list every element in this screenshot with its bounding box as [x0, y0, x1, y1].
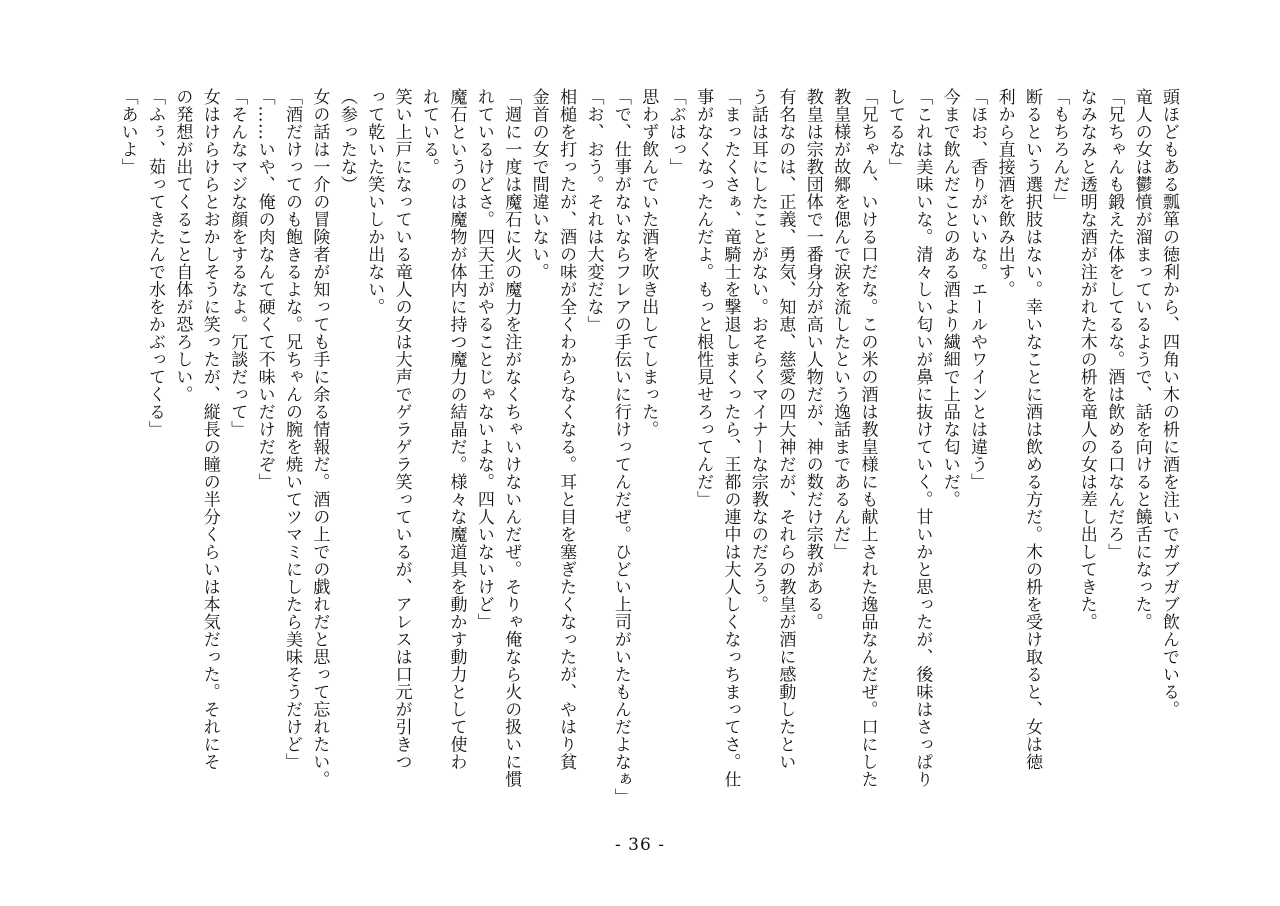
text-line: 「週に一度は魔石に火の魔力を注がなくちゃいけないんだぜ。そりゃ俺なら火の扱いに慣 — [501, 88, 522, 788]
vertical-text-body — [102, 88, 1182, 833]
text-line: 「で、仕事がないならフレアの手伝いに行けってんだぜ。ひどい上司がいたもんだよなぁ」 — [610, 88, 631, 806]
text-line: 魔石というのは魔物が体内に持つ魔力の結晶だ。様々な魔道具を動かす動力として使わ — [446, 88, 467, 771]
text-line: 「ほお、香りがいいな。エールやワインとは違う」 — [967, 88, 988, 491]
text-line: 有名なのは、正義、勇気、知恵、慈愛の四大神だが、それらの教皇が酒に感動したとい — [775, 88, 796, 771]
text-line: 「まったくさぁ、竜騎士を撃退しまくったら、王都の連中は大人しくなっちまってさ。仕 — [720, 88, 741, 788]
text-line: 「お、おう。それは大変だな」 — [583, 88, 604, 333]
text-line: れている。 — [419, 88, 440, 176]
text-line: 「ふぅ、茹ってきたんで水をかぶってくる」 — [144, 88, 165, 438]
text-line: 女の話は一介の冒険者が知っても手に余る情報だ。酒の上での戯れだと思って忘れたい。 — [309, 88, 330, 788]
text-line: 頭ほどもある瓢箪の徳利から、四角い木の枡に酒を注いでガブガブ飲んでいる。 — [1159, 88, 1179, 718]
text-line: 女はけらけらとおかしそうに笑ったが、縦長の瞳の半分くらいは本気だった。それにそ — [199, 88, 220, 771]
page-number: - 36 - — [615, 835, 665, 855]
text-line: 断るという選択肢はない。幸いなことに酒は飲める方だ。木の枡を受け取ると、女は徳 — [1021, 88, 1042, 771]
text-line: してるな」 — [884, 88, 905, 176]
text-line: 教皇は宗教団体で一番身分が高い人物だが、神の数だけ宗教がある。 — [802, 88, 823, 631]
text-line: 「もちろんだ」 — [1049, 88, 1070, 211]
text-line: （参ったな） — [336, 88, 357, 193]
text-line: って乾いた笑いしか出ない。 — [364, 88, 385, 316]
text-line: 「ぶはっ」 — [665, 88, 686, 176]
text-line: 「兄ちゃん、いける口だな。この米の酒は教皇様にも献上された逸品なんだぜ。口にした — [857, 88, 878, 788]
text-line: 「……いや、俺の肉なんて硬くて不味いだけだぞ」 — [254, 88, 275, 491]
text-line: 「そんなマジな顔をするなよ。冗談だって」 — [227, 88, 248, 438]
text-line: 利から直接酒を飲み出す。 — [994, 88, 1015, 298]
text-line: 事がなくなったんだよ。もっと根性見せろってんだ」 — [693, 88, 714, 508]
text-line: 「これは美味いな。清々しい匂いが鼻に抜けていく。甘いかと思ったが、後味はさっぱり — [912, 88, 933, 788]
text-line: 金首の女で間違いない。 — [528, 88, 549, 281]
text-line: 相槌を打ったが、酒の味が全くわからなくなる。耳と目を塞ぎたくなったが、やはり貧 — [556, 88, 577, 771]
text-line: 「兄ちゃんも鍛えた体をしてるな。酒は飲める口なんだろ」 — [1104, 88, 1125, 561]
text-line: 笑い上戸になっている竜人の女は大声でゲラゲラ笑っているが、アレスは口元が引きつ — [391, 88, 412, 771]
text-line: 竜人の女は鬱憤が溜まっているようで、話を向けると饒舌になった。 — [1131, 88, 1152, 631]
text-line: 今まで飲んだことのある酒より繊細で上品な匂いだ。 — [939, 88, 960, 508]
text-line: なみなみと透明な酒が注がれた木の枡を竜人の女は差し出してきた。 — [1076, 88, 1097, 631]
text-line: う話は耳にしたことがない。おそらくマイナーな宗教なのだろう。 — [747, 88, 768, 613]
text-line: の発想が出てくること自体が恐ろしい。 — [172, 88, 193, 403]
text-line: 思わず飲んでいた酒を吹き出してしまった。 — [638, 88, 659, 438]
text-line: 「酒だけってのも飽きるよな。兄ちゃんの腕を焼いてツマミにしたら美味そうだけど」 — [282, 88, 302, 771]
text-line: 「あいよ」 — [117, 88, 138, 176]
text-line: 教皇様が故郷を偲んで涙を流したという逸話まであるんだ」 — [830, 88, 851, 561]
text-line: れているけどさ。四天王がやることじゃないよな。四人いないけど」 — [473, 88, 494, 631]
